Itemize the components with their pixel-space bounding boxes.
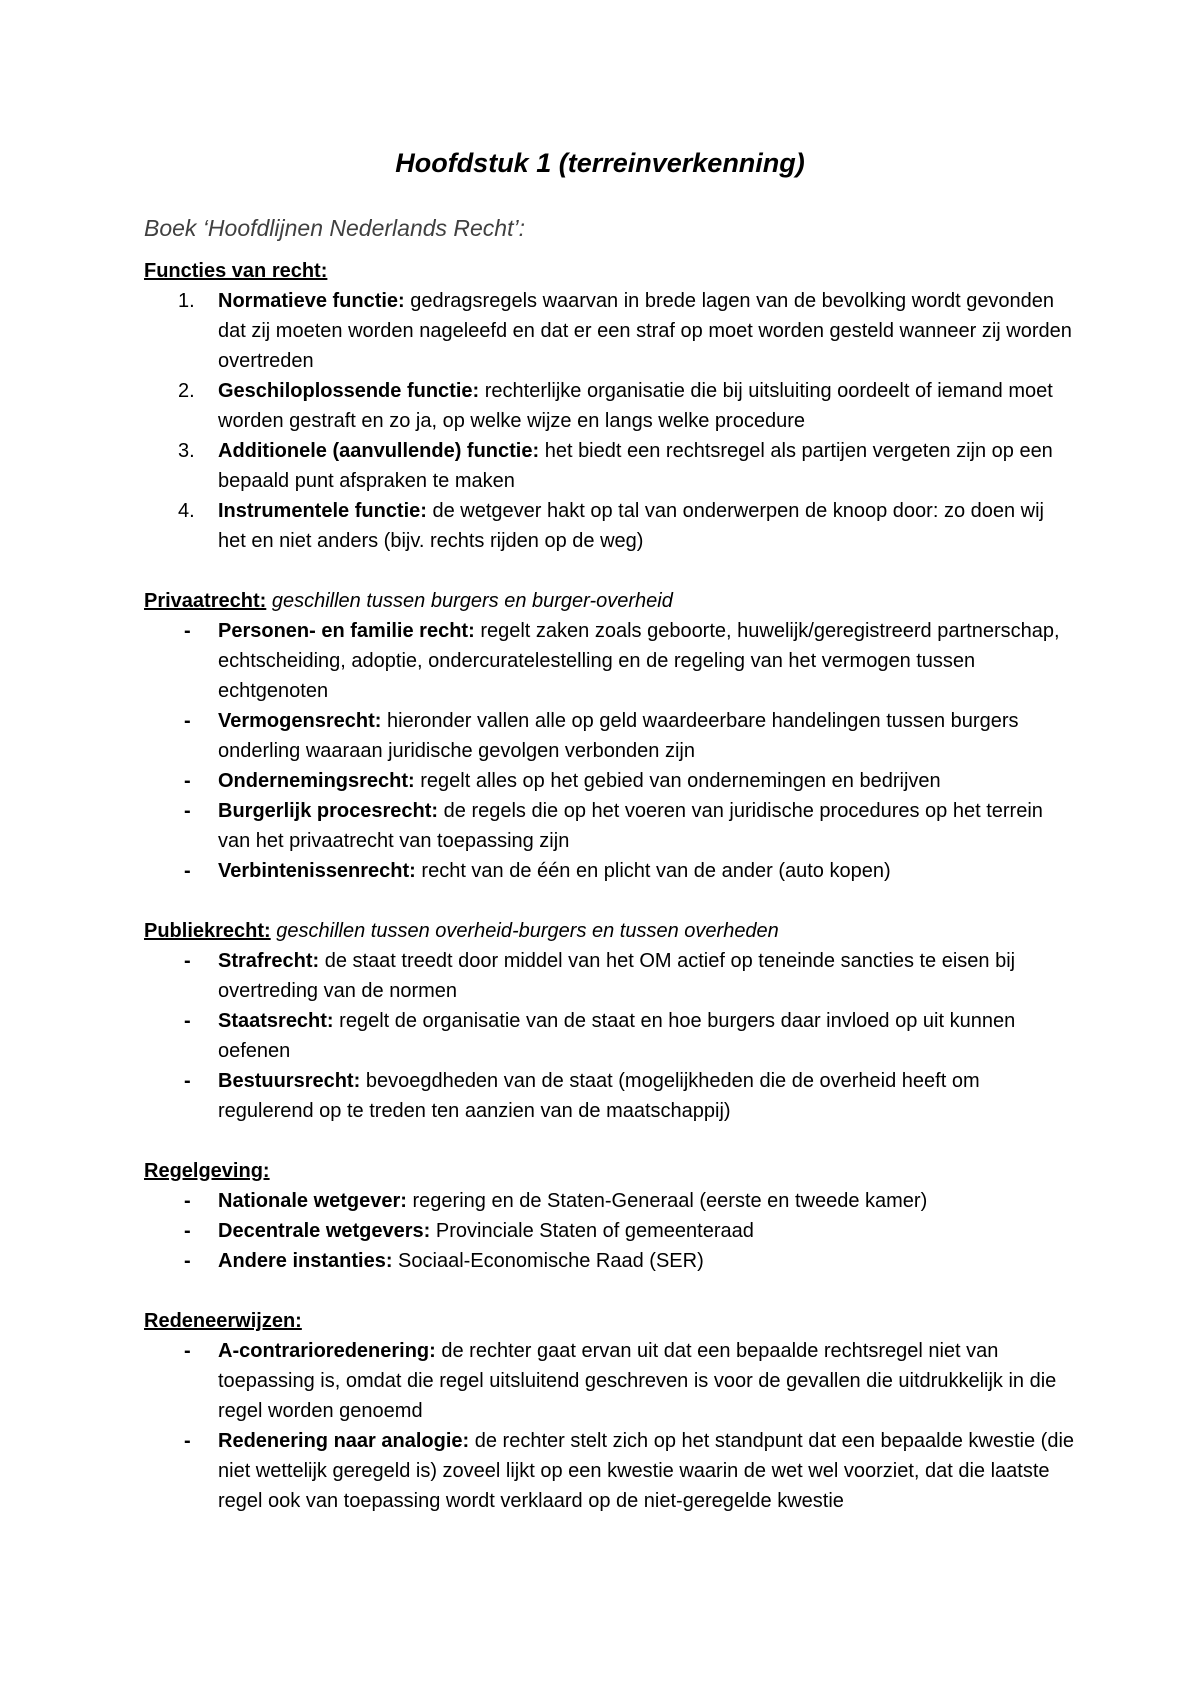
bullet-list xyxy=(144,1336,1074,1516)
list-item-term: Nationale wetgever: xyxy=(218,1190,407,1212)
list-item-term: Verbintenissenrecht: xyxy=(218,860,416,882)
section-regelgeving xyxy=(144,1156,1074,1276)
list-item xyxy=(144,856,1074,886)
list-item-text: bevoegdheden van de staat (mogelijkheden die de overheid heeft om regulerend op te treden ten aanzien van de maatschappij) xyxy=(218,1070,980,1122)
dash-bullet-icon: - xyxy=(184,1070,191,1092)
list-item-text: rechterlijke organisatie die bij uitsluiting oordeelt of iemand moet worden gestraft en zo ja, op welke wijze en langs welke procedure xyxy=(218,380,1053,432)
list-item-text: gedragsregels waarvan in brede lagen van de bevolking wordt gevonden dat zij moeten worden nageleefd en dat er een straf op moet worden gesteld wanneer zij worden overtreden xyxy=(218,290,1072,372)
list-item-term: Strafrecht: xyxy=(218,950,320,972)
dash-bullet-icon: - xyxy=(184,1220,191,1242)
list-item-term: Andere instanties: xyxy=(218,1250,393,1272)
page-title: Hoofdstuk 1 (terreinverkenning) xyxy=(395,148,805,178)
list-number: 4. xyxy=(178,500,195,522)
bullet-list xyxy=(144,616,1074,886)
list-number: 1. xyxy=(178,290,195,312)
list-item-text: regering en de Staten-Generaal (eerste en tweede kamer) xyxy=(412,1190,928,1212)
list-item xyxy=(144,1216,1074,1246)
list-item-text: de rechter stelt zich op het standpunt dat een bepaalde kwestie (die niet wettelijk geregeld is) zoveel lijkt op een kwestie waarin de wet wel voorziet, dat die laatste regel ook van toepassing wordt verklaard op de niet-geregelde kwestie xyxy=(218,1430,1075,1512)
section-redeneerwijzen xyxy=(144,1306,1074,1516)
list-item-term: Additionele (aanvullende) functie: xyxy=(218,440,540,462)
section-heading-label: Publiekrecht: xyxy=(144,920,271,942)
bullet-list xyxy=(144,946,1074,1126)
list-item xyxy=(144,1426,1074,1516)
list-item-text: hieronder vallen alle op geld waardeerbare handelingen tussen burgers onderling waaraan juridische gevolgen verbonden zijn xyxy=(218,710,1019,762)
dash-bullet-icon: - xyxy=(184,950,191,972)
book-subtitle: Boek ‘Hoofdlijnen Nederlands Recht’: xyxy=(144,215,525,241)
list-item-text: Provinciale Staten of gemeenteraad xyxy=(435,1220,754,1242)
section-heading-label: Functies van recht: xyxy=(144,260,328,282)
list-item xyxy=(144,946,1074,1006)
list-item-text: de regels die op het voeren van juridische procedures op het terrein van het privaatrecht van toepassing zijn xyxy=(218,800,1043,852)
section-heading xyxy=(144,916,1074,946)
list-item-text: recht van de één en plicht van de ander (auto kopen) xyxy=(421,860,891,882)
dash-bullet-icon: - xyxy=(184,1430,191,1452)
list-item xyxy=(144,1246,1074,1276)
dash-bullet-icon: - xyxy=(184,800,191,822)
list-item-text: de staat treedt door middel van het OM actief op teneinde sancties te eisen bij overtreding van de normen xyxy=(218,950,1016,1002)
list-item xyxy=(144,1336,1074,1426)
list-item xyxy=(144,1006,1074,1066)
list-item-term: Staatsrecht: xyxy=(218,1010,334,1032)
list-item xyxy=(144,286,1074,376)
list-item-text: regelt alles op het gebied van ondernemingen en bedrijven xyxy=(420,770,941,792)
list-number: 2. xyxy=(178,380,195,402)
dash-bullet-icon: - xyxy=(184,1010,191,1032)
list-item xyxy=(144,1186,1074,1216)
list-item xyxy=(144,706,1074,766)
list-item xyxy=(144,376,1074,436)
list-item xyxy=(144,616,1074,706)
list-item-text: de rechter gaat ervan uit dat een bepaalde rechtsregel niet van toepassing is, omdat die regel uitsluitend geschreven is voor de gevallen die uitdrukkelijk in die regel worden genoemd xyxy=(218,1340,1057,1422)
dash-bullet-icon: - xyxy=(184,860,191,882)
list-item-text: het biedt een rechtsregel als partijen vergeten zijn op een bepaald punt afspraken te maken xyxy=(218,440,1053,492)
dash-bullet-icon: - xyxy=(184,1250,191,1272)
document-body xyxy=(144,256,1074,1546)
section-heading-label: Redeneerwijzen: xyxy=(144,1310,302,1332)
list-item-term: Vermogensrecht: xyxy=(218,710,382,732)
dash-bullet-icon: - xyxy=(184,770,191,792)
list-item-term: Burgerlijk procesrecht: xyxy=(218,800,439,822)
list-item xyxy=(144,1066,1074,1126)
bullet-list xyxy=(144,1186,1074,1276)
list-item xyxy=(144,796,1074,856)
list-item-text: regelt zaken zoals geboorte, huwelijk/geregistreerd partnerschap, echtscheiding, adoptie, ondercuratelestelling en de regeling van het vermogen tussen echtgenoten xyxy=(218,620,1060,702)
numbered-list xyxy=(144,286,1074,556)
list-item-term: Personen- en familie recht: xyxy=(218,620,475,642)
list-item-term: Ondernemingsrecht: xyxy=(218,770,415,792)
list-number: 3. xyxy=(178,440,195,462)
dash-bullet-icon: - xyxy=(184,1190,191,1212)
list-item xyxy=(144,496,1074,556)
list-item-text: de wetgever hakt op tal van onderwerpen de knoop door: zo doen wij het en niet anders (bijv. rechts rijden op de weg) xyxy=(218,500,1044,552)
section-heading-label: Regelgeving: xyxy=(144,1160,270,1182)
dash-bullet-icon: - xyxy=(184,620,191,642)
list-item-term: A-contrarioredenering: xyxy=(218,1340,436,1362)
section-heading-description: geschillen tussen overheid-burgers en tussen overheden xyxy=(276,920,779,942)
dash-bullet-icon: - xyxy=(184,710,191,732)
list-item-term: Bestuursrecht: xyxy=(218,1070,361,1092)
list-item-text: Sociaal-Economische Raad (SER) xyxy=(398,1250,704,1272)
list-item-term: Decentrale wetgevers: xyxy=(218,1220,431,1242)
list-item xyxy=(144,436,1074,496)
dash-bullet-icon: - xyxy=(184,1340,191,1362)
list-item xyxy=(144,766,1074,796)
section-heading xyxy=(144,586,1074,616)
section-heading-label: Privaatrecht: xyxy=(144,590,267,612)
list-item-term: Geschiloplossende functie: xyxy=(218,380,480,402)
list-item-term: Instrumentele functie: xyxy=(218,500,427,522)
section-heading xyxy=(144,1306,1074,1336)
section-heading xyxy=(144,256,1074,286)
section-publiekrecht xyxy=(144,916,1074,1126)
section-heading-description: geschillen tussen burgers en burger-overheid xyxy=(271,590,673,612)
list-item-term: Normatieve functie: xyxy=(218,290,405,312)
section-privaatrecht xyxy=(144,586,1074,886)
list-item-term: Redenering naar analogie: xyxy=(218,1430,470,1452)
list-item-text: regelt de organisatie van de staat en hoe burgers daar invloed op uit kunnen oefenen xyxy=(218,1010,1016,1062)
section-functies-van-recht xyxy=(144,256,1074,556)
section-heading xyxy=(144,1156,1074,1186)
